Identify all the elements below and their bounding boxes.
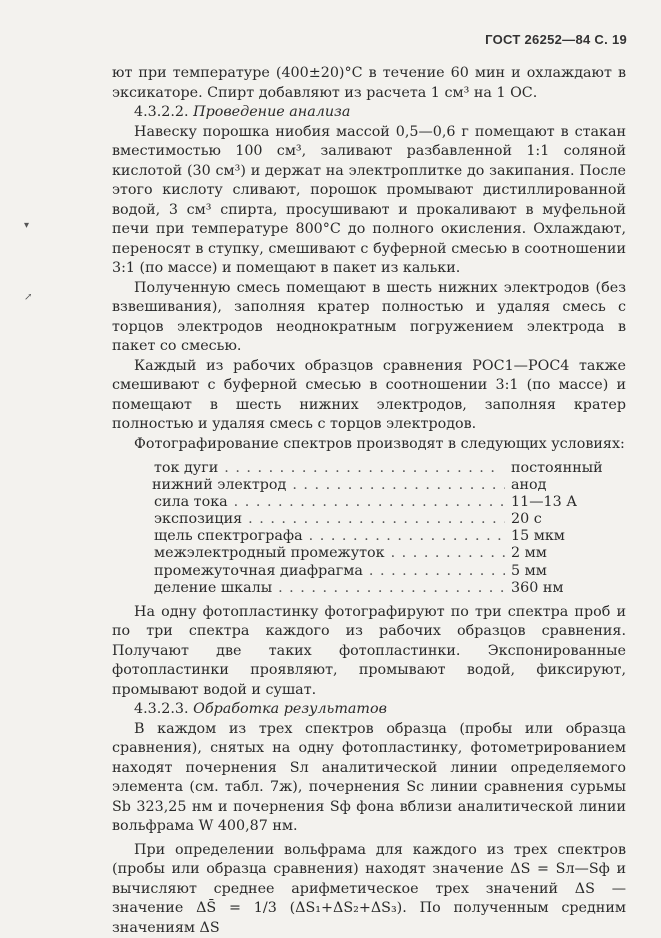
margin-mark: ↗ xyxy=(24,292,33,303)
paragraph-sample-preparation: Навеску порошка ниобия массой 0,5—0,6 г помещают в стакан вместимостью 100 см³, заливают разбавленной 1:1 соляной кислотой (30 см³) и держат на электроплитке до закипания. После этого кислоту сливают, порошок промывают дистиллированной водой, 3 см³ спирта, просушивают и прокаливают в муфельной печи при температуре 800°С до полного окисления. Охлаждают, переносят в ступку, смешивают с буферной смесью в соотношении 3:1 (по массе) и помещают в пакет из кальки. xyxy=(112,123,626,276)
paragraph-photography-intro: Фотографирование спектров производят в следующих условиях: xyxy=(134,435,625,452)
section-heading-4-3-2-3 xyxy=(134,700,626,720)
condition-row: ток дуги . . постоянный xyxy=(112,460,626,477)
condition-row: нижний электрод . . анод xyxy=(112,477,626,494)
paragraph-photometry: В каждом из трех спектров образца (пробы или образца сравнения), снятых на одну фотопластинку, фотометрированием находят почернения Sл аналитической линии определяемого элемента (см. табл. 7ж), почернения Sс линии сравнения сурьмы Sb 323,25 нм и почернения Sф фона вблизи аналитической линии вольфрама W 400,87 нм. xyxy=(112,720,626,835)
paragraph-tungsten-calculation: При определении вольфрама для каждого из трех спектров (пробы или образца сравнения) находят значение ΔS = Sл—Sф и вычисляют среднее арифметическое трех значений ΔS — значение ΔS̄ = 1/3 (ΔS₁+ΔS₂+ΔS₃). По полученным средним значениям ΔS xyxy=(112,841,626,936)
paragraph-electrode-filling: Полученную смесь помещают в шесть нижних электродов (без взвешивания), заполняя кратер полностью и удаляя смесь с торцов электродов неоднократным погружением электрода в пакет со смесью. xyxy=(112,279,626,354)
condition-row: сила тока . . 11—13 А xyxy=(112,494,626,511)
section-heading-4-3-2-2 xyxy=(134,103,626,123)
condition-row: промежуточная диафрагма . . 5 мм xyxy=(112,563,626,580)
page-header: ГОСТ 26252—84 С. 19 xyxy=(485,32,627,47)
section-number: 4.3.2.3. xyxy=(134,701,189,718)
paragraph-photoplates: На одну фотопластинку фотографируют по три спектра проб и по три спектра каждого из рабочих образцов сравнения. Получают две таких фотопластинки. Экспонированные фотопластинки проявляют, промывают водой, фиксируют, промывают водой и сушат. xyxy=(112,603,626,698)
condition-row: деление шкалы . . 360 нм xyxy=(112,580,626,597)
condition-row: щель спектрографа . . 15 мкм xyxy=(112,528,626,545)
condition-row: межэлектродный промежуток . . 2 мм xyxy=(112,545,626,562)
section-title: Обработка результатов xyxy=(193,701,387,718)
section-number: 4.3.2.2. xyxy=(134,104,189,120)
conditions-list xyxy=(112,460,626,597)
margin-mark: ▾ xyxy=(24,220,30,231)
paragraph-reference-samples: Каждый из рабочих образцов сравнения РОС1—РОС4 также смешивают с буферной смесью в соотношении 3:1 (по массе) и помещают в шесть нижних электродов, заполняя кратер полностью и удаляя смесь с торцов электродов. xyxy=(112,357,626,432)
paragraph-continuation: ют при температуре (400±20)°С в течение 60 мин и охлаждают в эксикаторе. Спирт добавляют из расчета 1 см³ на 1 ОС. xyxy=(112,65,626,101)
document-body xyxy=(112,64,626,938)
section-title: Проведение анализа xyxy=(193,104,351,120)
condition-row: экспозиция . . 20 с xyxy=(112,511,626,528)
